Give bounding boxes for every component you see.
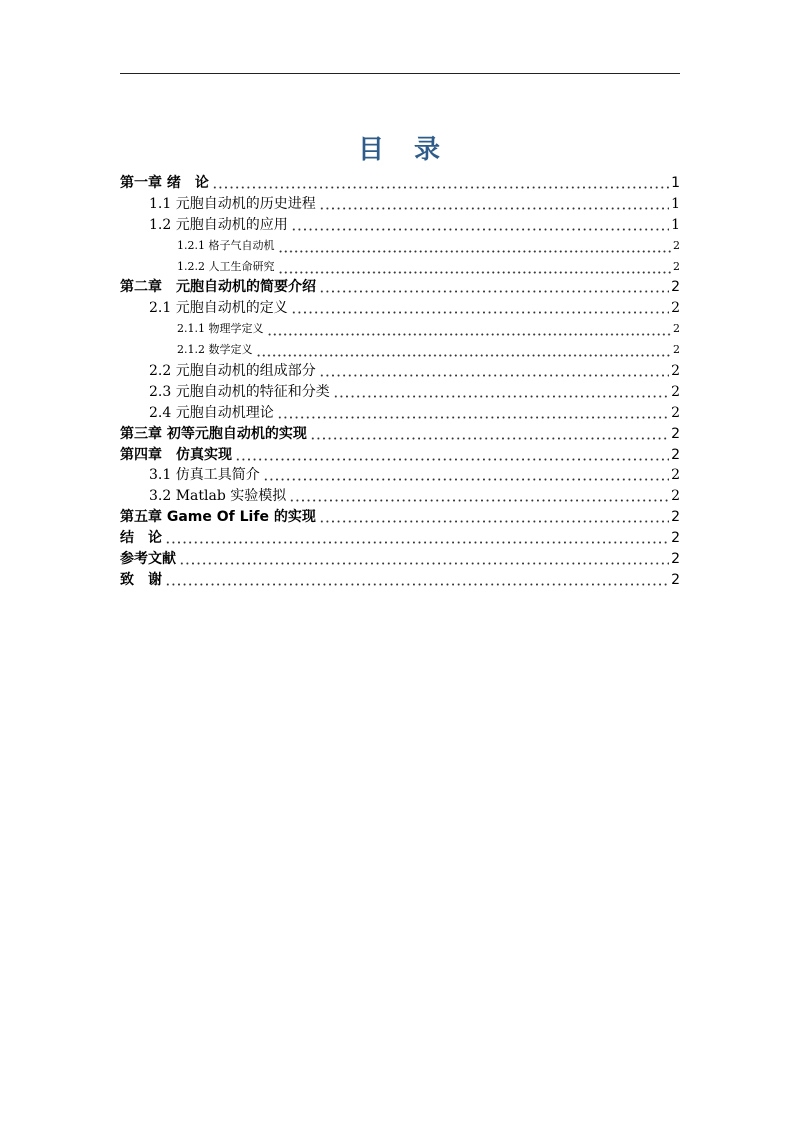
toc-title: 目 录 [357,135,442,165]
toc-entry-page: 2 [671,467,680,484]
toc-entry-label: 2.1 元胞自动机的定义 [149,300,288,317]
dot-leader [165,528,669,549]
dot-leader [256,340,672,361]
toc-entry-page: 1 [671,216,680,233]
toc-entry-page: 2 [671,425,680,442]
toc-entry [120,194,680,215]
toc-entry-label: 第五章 Game Of Life 的实现 [120,509,316,526]
toc-entry-label: 2.3 元胞自动机的特征和分类 [149,383,330,400]
toc-entry-label: 1.2 元胞自动机的应用 [149,216,288,233]
toc-entry-page: 2 [673,259,680,273]
toc-entry-page: 2 [671,446,680,463]
toc-entry-page: 2 [671,488,680,505]
toc-entry-page: 2 [673,322,680,336]
dot-leader [319,507,669,528]
toc-entry [120,361,680,382]
dot-leader [291,215,669,236]
toc-entry-page: 2 [671,363,680,380]
toc-entry [120,528,680,549]
toc-entry [120,257,680,278]
toc-entry [120,507,680,528]
dot-leader [278,236,672,257]
toc-entry-page: 2 [671,383,680,400]
toc-entry-label: 第四章 仿真实现 [120,446,232,463]
toc-entry-label: 第一章 绪 论 [120,175,209,191]
toc-entry-page: 1 [671,175,680,191]
toc-entry-page: 2 [671,551,680,568]
dot-leader [310,424,669,445]
toc-entry [120,486,680,507]
toc-entry-page: 2 [671,404,680,421]
toc-entry [120,549,680,570]
toc-entry-page: 2 [673,238,680,252]
toc-entry-label: 第三章 初等元胞自动机的实现 [120,425,307,442]
toc-entry [120,465,680,486]
header-rule [120,73,680,74]
dot-leader [165,570,669,591]
toc-entry [120,298,680,319]
toc-entry [120,382,680,403]
toc-entry-label: 致 谢 [120,571,162,588]
dot-leader [289,486,669,507]
toc-entry-label: 1.2.1 格子气自动机 [177,238,275,252]
toc-entry-page: 2 [671,300,680,317]
toc-entry-page: 2 [673,343,680,357]
dot-leader [267,319,672,340]
dot-leader [277,403,669,424]
toc-entry-page: 2 [671,530,680,547]
dot-leader [319,277,669,298]
dot-leader [212,173,669,194]
dot-leader [235,445,669,466]
dot-leader [333,382,669,403]
toc-entry-label: 1.2.2 人工生命研究 [177,259,275,273]
dot-leader [319,194,669,215]
toc-entry [120,173,680,194]
toc-entry-page: 2 [671,279,680,296]
toc-entry [120,445,680,466]
toc-entry-label: 第二章 元胞自动机的简要介绍 [120,279,316,296]
dot-leader [263,465,669,486]
toc-entry-page: 2 [671,509,680,526]
toc-entry-label: 3.2 Matlab 实验模拟 [149,488,287,505]
dot-leader [291,298,669,319]
toc-entry [120,570,680,591]
toc-entry-label: 2.2 元胞自动机的组成部分 [149,363,316,380]
toc-entry [120,424,680,445]
toc-entry [120,215,680,236]
toc-entry [120,340,680,361]
toc-entry [120,236,680,257]
toc-entry-page: 1 [671,195,680,212]
toc-entry-label: 结 论 [120,530,162,547]
toc-entry [120,403,680,424]
table-of-contents [120,173,680,591]
toc-entry-label: 3.1 仿真工具简介 [149,467,260,484]
dot-leader [319,361,669,382]
toc-entry-page: 2 [671,571,680,588]
dot-leader [278,257,672,278]
toc-entry-label: 2.4 元胞自动机理论 [149,404,274,421]
toc-entry-label: 2.1.2 数学定义 [177,343,253,357]
toc-entry [120,319,680,340]
toc-entry-label: 1.1 元胞自动机的历史进程 [149,195,316,212]
toc-entry [120,277,680,298]
toc-entry-label: 参考文献 [120,551,176,568]
dot-leader [179,549,669,570]
toc-entry-label: 2.1.1 物理学定义 [177,322,264,336]
